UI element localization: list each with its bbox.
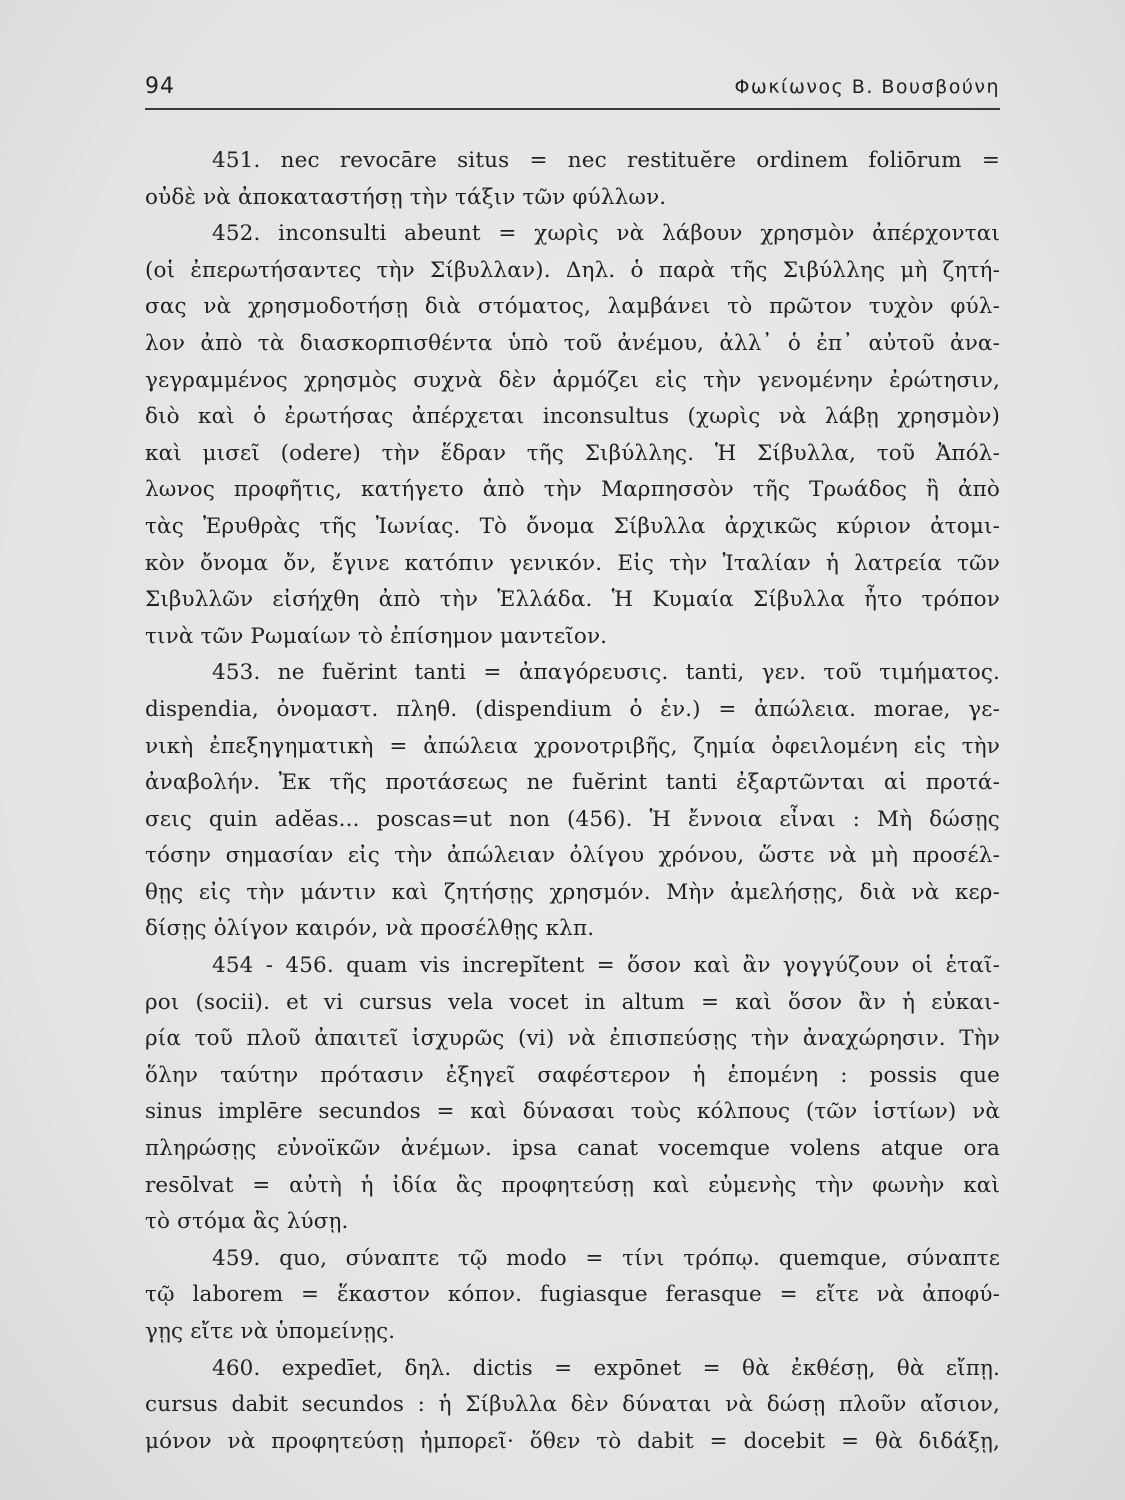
text-line: διὸ καὶ ὁ ἐρωτήσας ἀπέρχεται inconsultus (χωρὶς νὰ λάβῃ χρησμὸν) xyxy=(145,404,1000,430)
paragraph-first-line: 459. quo, σύναπτε τῷ modo = τίνι τρόπῳ. quemque, σύναπτε xyxy=(212,1245,1000,1271)
text-line: dispendia, ὀνομαστ. πληθ. (dispendium ὁ ἑν.) = ἀπώλεια. morae, γε- xyxy=(145,696,1000,722)
text-line: μόνον νὰ προφητεύσῃ ἠμπορεῖ· ὅθεν τὸ dabit = docebit = θὰ διδάξῃ, xyxy=(145,1428,1000,1454)
paragraph-first-line: 451. nec revocāre situs = nec restituĕre ordinem foliōrum = xyxy=(212,148,1000,173)
text-line: ροι (socii). et vi cursus vela vocet in altum = καὶ ὅσον ἂν ἡ εὐκαι- xyxy=(145,989,1000,1015)
paragraph-first-line: 453. ne fuĕrint tanti = ἀπαγόρευσις. tanti, γεν. τοῦ τιμήματος. xyxy=(212,660,1000,686)
text-line: (οἱ ἐπερωτήσαντες τὴν Σίβυλλαν). Δηλ. ὁ παρὰ τῆς Σιβύλλης μὴ ζητή- xyxy=(145,257,1000,283)
text-line: ὅλην ταύτην πρότασιν ἐξηγεῖ σαφέστερον ἡ ἑπομένη : possis que xyxy=(145,1062,1000,1088)
text-line: νικὴ ἐπεξηγηματικὴ = ἀπώλεια χρονοτριβῆς, ζημία ὀφειλομένη εἰς τὴν xyxy=(145,733,1000,759)
text-line: τῷ laborem = ἕκαστον κόπον. fugiasque ferasque = εἴτε νὰ ἀποφύ- xyxy=(145,1282,1000,1308)
page-number: 94 xyxy=(145,74,175,99)
text-line: καὶ μισεῖ (odere) τὴν ἕδραν τῆς Σιβύλλης. Ἡ Σίβυλλα, τοῦ Ἀπόλ- xyxy=(145,440,1000,466)
text-line: λωνος προφῆτις, κατήγετο ἀπὸ τὴν Μαρπησσὸν τῆς Τρωάδος ἢ ἀπὸ xyxy=(145,477,1000,503)
text-line: κὸν ὄνομα ὄν, ἔγινε κατόπιν γενικόν. Εἰς τὴν Ἰταλίαν ἡ λατρεία τῶν xyxy=(145,550,1000,576)
text-line: sinus implēre secundos = καὶ δύνασαι τοὺς κόλπους (τῶν ἱστίων) νὰ xyxy=(145,1099,1000,1125)
text-line: Σιβυλλῶν εἰσήχθη ἀπὸ τὴν Ἑλλάδα. Ἡ Κυμαία Σίβυλλα ἦτο τρόπον xyxy=(145,587,1000,613)
text-line: οὐδὲ νὰ ἀποκαταστήσῃ τὴν τάξιν τῶν φύλλων. xyxy=(145,184,667,210)
running-title: Φωκίωνος Β. Βουσβούνη xyxy=(734,76,1000,98)
text-line: τινὰ τῶν Ρωμαίων τὸ ἐπίσημον μαντεῖον. xyxy=(145,623,608,649)
commentary-text xyxy=(145,143,1000,1460)
text-line: σας νὰ χρησμοδοτήσῃ διὰ στόματος, λαμβάνει τὸ πρῶτον τυχὸν φύλ- xyxy=(145,294,1000,320)
page-header xyxy=(145,70,1000,110)
text-line: τὰς Ἐρυθρὰς τῆς Ἰωνίας. Τὸ ὄνομα Σίβυλλα ἀρχικῶς κύριον ἀτομι- xyxy=(145,513,1000,539)
text-line: πληρώσῃς εὐνοϊκῶν ἀνέμων. ipsa canat vocemque volens atque ora xyxy=(145,1136,1000,1162)
text-line: γῃς εἴτε νὰ ὑπομείνῃς. xyxy=(145,1319,396,1344)
text-line: δίσῃς ὀλίγον καιρόν, νὰ προσέλθῃς κλπ. xyxy=(145,916,595,942)
text-line: resōlvat = αὐτὴ ἡ ἰδία ἂς προφητεύσῃ καὶ εὐμενὴς τὴν φωνὴν καὶ xyxy=(145,1172,1000,1198)
paragraph-first-line: 454 - 456. quam vis increpĭtent = ὅσον καὶ ἂν γογγύζουν οἱ ἑταῖ- xyxy=(212,953,1000,979)
text-line: λον ἀπὸ τὰ διασκορπισθέντα ὑπὸ τοῦ ἀνέμου, ἀλλ᾽ ὁ ἐπ᾽ αὐτοῦ ἀνα- xyxy=(145,330,1000,356)
text-line: σεις quin adĕas... poscas=ut non (456). Ἡ ἔννοια εἶναι : Μὴ δώσῃς xyxy=(145,806,1000,832)
text-line: cursus dabit secundos : ἡ Σίβυλλα δὲν δύναται νὰ δώσῃ πλοῦν αἴσιον, xyxy=(145,1392,1000,1418)
text-line: τόσην σημασίαν εἰς τὴν ἀπώλειαν ὀλίγου χρόνου, ὥστε νὰ μὴ προσέλ- xyxy=(145,843,1000,869)
text-line: ἀναβολήν. Ἐκ τῆς προτάσεως ne fuĕrint tanti ἐξαρτῶνται αἱ προτά- xyxy=(145,770,1000,796)
text-line: τὸ στόμα ἂς λύσῃ. xyxy=(145,1209,349,1235)
text-line: θῃς εἰς τὴν μάντιν καὶ ζητήσῃς χρησμόν. Μὴν ἀμελήσῃς, διὰ νὰ κερ- xyxy=(145,879,1000,905)
text-line: γεγραμμένος χρησμὸς συχνὰ δὲν ἁρμόζει εἰς τὴν γενομένην ἐρώτησιν, xyxy=(145,367,1000,393)
paragraph-first-line: 452. inconsulti abeunt = χωρὶς νὰ λάβουν χρησμὸν ἀπέρχονται xyxy=(212,221,1000,247)
text-line: ρία τοῦ πλοῦ ἀπαιτεῖ ἰσχυρῶς (vi) νὰ ἐπισπεύσῃς τὴν ἀναχώρησιν. Τὴν xyxy=(145,1026,1000,1052)
paragraph-first-line: 460. expedīet, δηλ. dictis = expōnet = θὰ ἐκθέσῃ, θὰ εἴπῃ. xyxy=(212,1355,1000,1381)
